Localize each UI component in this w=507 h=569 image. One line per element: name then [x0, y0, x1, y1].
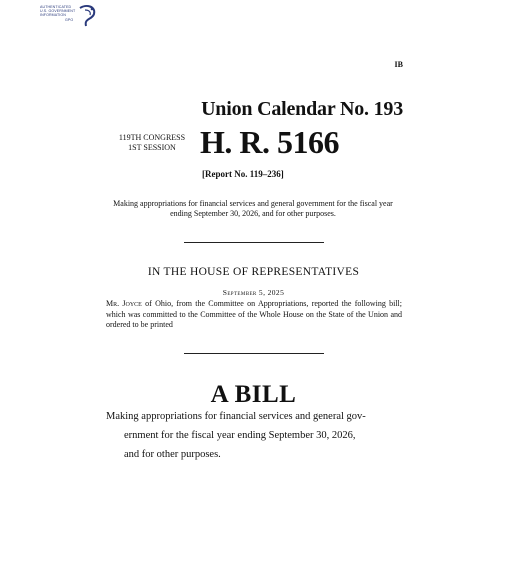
session-label: 1ST SESSION: [128, 143, 176, 152]
purpose-line: ernment for the fiscal year ending September 30, 2026,: [124, 430, 356, 441]
bill-purpose: [106, 407, 404, 464]
action-description: of Ohio, from the Committee on Appropriations, reported the following bill; which was committed to the Committee of the Whole House on the State of the Union and ordered to be printed: [106, 299, 402, 329]
seal-line-1: AUTHENTICATED: [40, 5, 72, 9]
union-calendar-number: Union Calendar No. 193: [201, 98, 403, 120]
sponsor-name: Mr. Joyce: [106, 299, 142, 308]
purpose-line: Making appropriations for financial services and general gov-: [106, 411, 366, 422]
seal-line-3: INFORMATION: [40, 13, 66, 18]
eagle-icon: [76, 4, 100, 30]
gpo-authentication-seal: [40, 4, 100, 30]
seal-text: [40, 5, 75, 22]
divider-rule: [184, 353, 324, 354]
purpose-line: and for other purposes.: [124, 449, 221, 460]
short-title: Making appropriations for financial services and general government for the fiscal year ending September 30, 2026, and for other purposes.: [113, 199, 393, 218]
divider-rule: [184, 242, 324, 243]
bill-heading: A BILL: [210, 381, 297, 408]
introduction-date: September 5, 2025: [222, 288, 285, 297]
house-heading: IN THE HOUSE OF REPRESENTATIVES: [147, 266, 360, 278]
report-number: [Report No. 119–236]: [202, 169, 284, 179]
committee-action-text: [106, 299, 402, 331]
congress-label: 119TH CONGRESS: [118, 133, 186, 142]
bill-number: H. R. 5166: [200, 124, 339, 160]
print-code: IB: [394, 60, 403, 69]
seal-line-2: U.S. GOVERNMENT: [40, 9, 76, 14]
seal-line-4: GPO: [65, 17, 74, 22]
congress-session-block: [112, 133, 192, 153]
